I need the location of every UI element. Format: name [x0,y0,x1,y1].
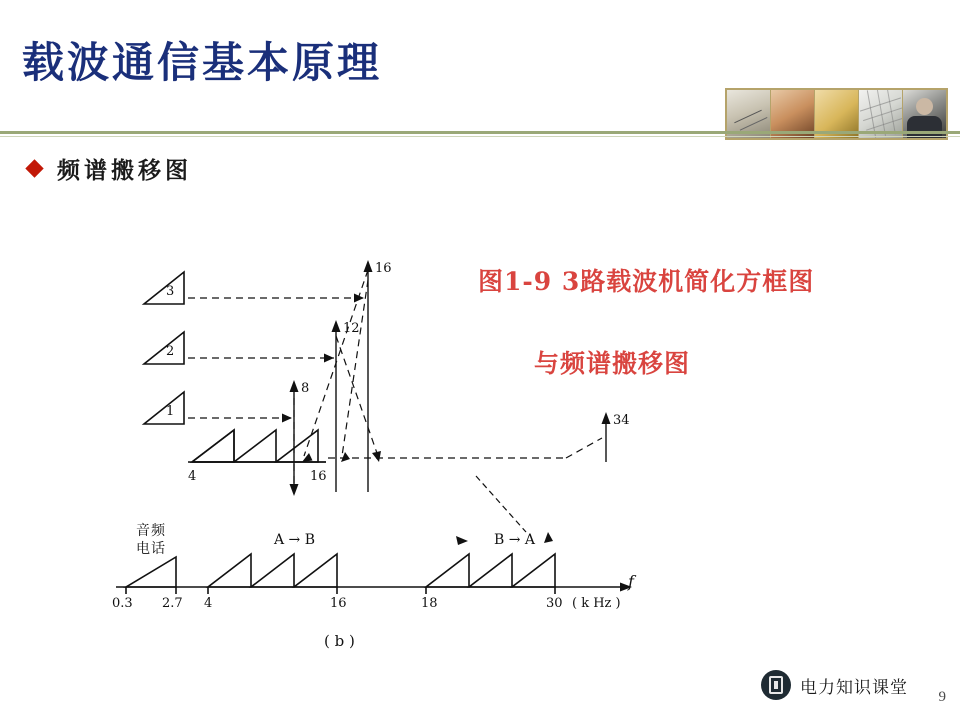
diamond-bullet-icon [25,159,43,177]
header-divider [0,131,960,134]
page-title: 载波通信基本原理 [22,38,383,87]
modulation-label-ba: B → A [494,532,536,548]
freq-tick-18: 18 [421,596,438,611]
channel-label-3: 3 [166,284,175,299]
book-icon [761,670,791,700]
bullet-label: 频谱搬移图 [57,157,192,184]
channel-label-1: 1 [166,404,175,419]
footer-brand-badge [761,670,908,700]
header-divider-secondary [0,136,960,137]
freq-tick-16: 16 [330,596,347,611]
svg-text:8: 8 [301,381,310,396]
svg-text:4: 4 [188,469,197,484]
page-number: 9 [938,689,946,705]
audio-label-line2: 电话 [136,541,166,557]
figure-caption-line1: 图1-9 3路载波机简化方框图 [478,267,815,296]
figure-spectrum-translation [96,232,864,652]
figure-caption-line2: 与频谱搬移图 [534,349,691,378]
freq-tick-0-3: 0.3 [112,596,133,611]
footer-brand-label: 电力知识课堂 [800,677,908,698]
svg-text:34: 34 [613,413,630,428]
svg-text:12: 12 [343,321,360,336]
svg-text:16: 16 [310,469,327,484]
modulation-label-ab: A → B [274,532,316,548]
freq-tick-30: 30 [546,596,563,611]
spectrum-diagram [96,232,864,652]
freq-tick-4: 4 [204,596,213,611]
audio-label-line1: 音频 [136,523,166,539]
freq-tick-2-7: 2.7 [162,596,183,611]
frequency-axis-symbol: f [628,572,634,591]
channel-label-2: 2 [166,344,175,359]
figure-sub-label: ( b ) [324,632,355,650]
slide-header [0,0,960,132]
svg-text:16: 16 [375,261,392,276]
freq-unit: ( k Hz ) [572,596,621,611]
bullet-item [28,152,192,185]
